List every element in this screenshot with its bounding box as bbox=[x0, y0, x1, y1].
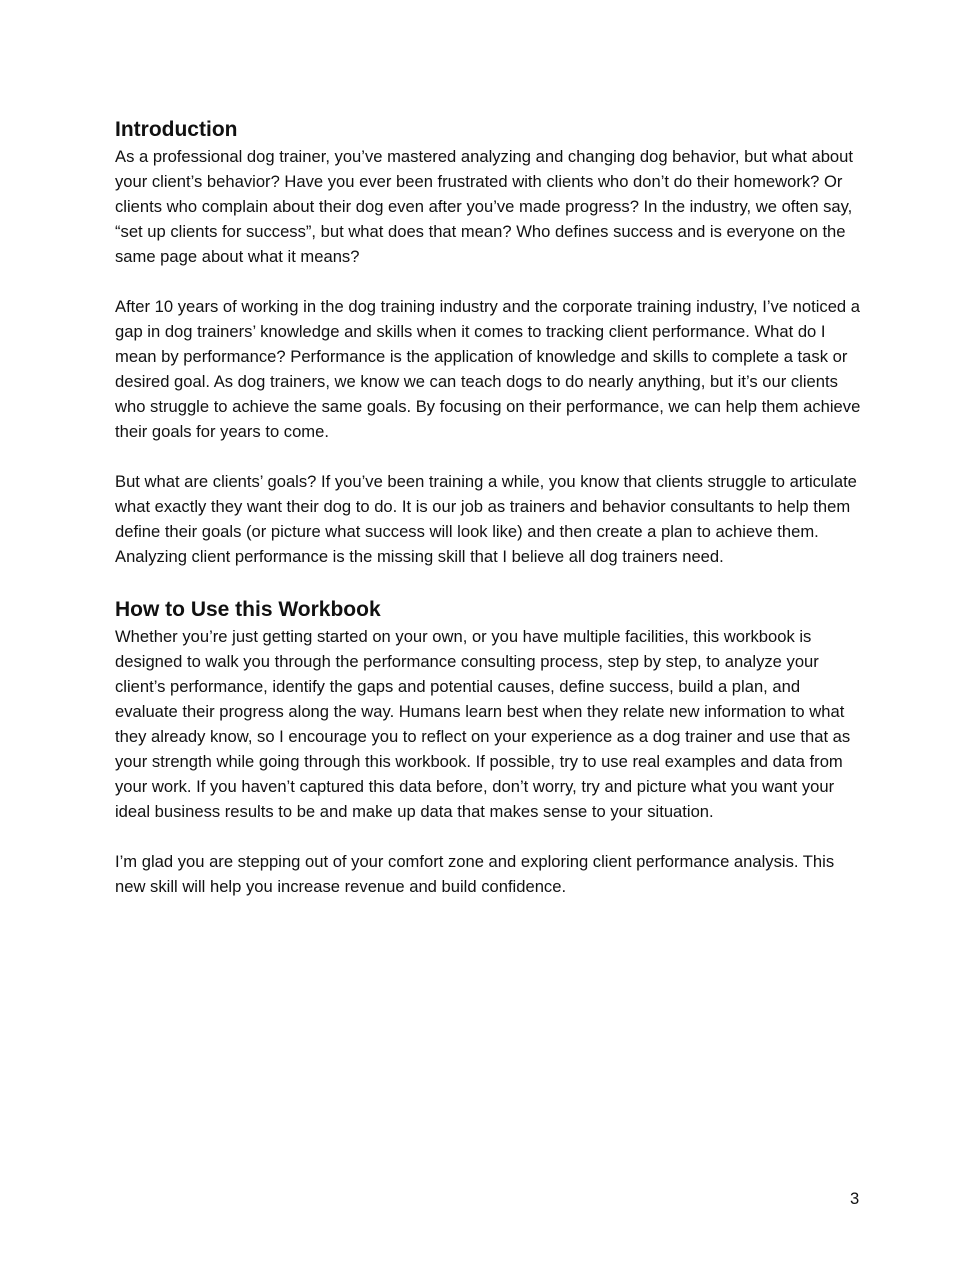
section-spacer bbox=[115, 569, 865, 596]
paragraph-spacer bbox=[115, 824, 865, 849]
paragraph-spacer bbox=[115, 269, 865, 294]
introduction-paragraph-2: After 10 years of working in the dog training industry and the corporate training industry, I’ve noticed a gap in dog trainers’ knowledge and skills when it comes to tracking client performance. What do I mean by performance? Performance is the application of knowledge and skills to complete a task or desired goal. As dog trainers, we know we can teach dogs to do nearly anything, but it’s our clients who struggle to achieve the same goals. By focusing on their performance, we can help them achieve their goals for years to come. bbox=[115, 297, 861, 441]
page-content bbox=[115, 116, 865, 899]
how-to-use-paragraph-1: Whether you’re just getting started on your own, or you have multiple facilities, this workbook is designed to walk you through the performance consulting process, step by step, to analyze your client’s performance, identify the gaps and potential causes, define success, build a plan, and evaluate their progress along the way. Humans learn best when they relate new information to what they already know, so I encourage you to reflect on your experience as a dog trainer and use that as your strength while going through this workbook. If possible, try to use real examples and data from your work. If you haven’t captured this data before, don’t worry, try and picture what you want your ideal business results to be and make up data that makes sense to your situation. bbox=[115, 627, 851, 821]
how-to-use-heading: How to Use this Workbook bbox=[115, 598, 381, 621]
introduction-paragraph-3: But what are clients’ goals? If you’ve been training a while, you know that clients struggle to articulate what exactly they want their dog to do. It is our job as trainers and behavior consultants to help them define their goals (or picture what success will look like) and then create a plan to achieve them. Analyzing client performance is the missing skill that I believe all dog trainers need. bbox=[115, 472, 857, 566]
page-number: 3 bbox=[850, 1189, 860, 1208]
how-to-use-paragraph-2: I’m glad you are stepping out of your comfort zone and exploring client performance analysis. This new skill will help you increase revenue and build confidence. bbox=[115, 852, 835, 896]
introduction-heading: Introduction bbox=[115, 118, 238, 141]
introduction-paragraph-1: As a professional dog trainer, you’ve mastered analyzing and changing dog behavior, but what about your client’s behavior? Have you ever been frustrated with clients who don’t do their homework? Or clients who complain about their dog even after you’ve made progress? In the industry, we often say, “set up clients for success”, but what does that mean? Who defines success and is everyone on the same page about what it means? bbox=[115, 147, 853, 266]
paragraph-spacer bbox=[115, 444, 865, 469]
